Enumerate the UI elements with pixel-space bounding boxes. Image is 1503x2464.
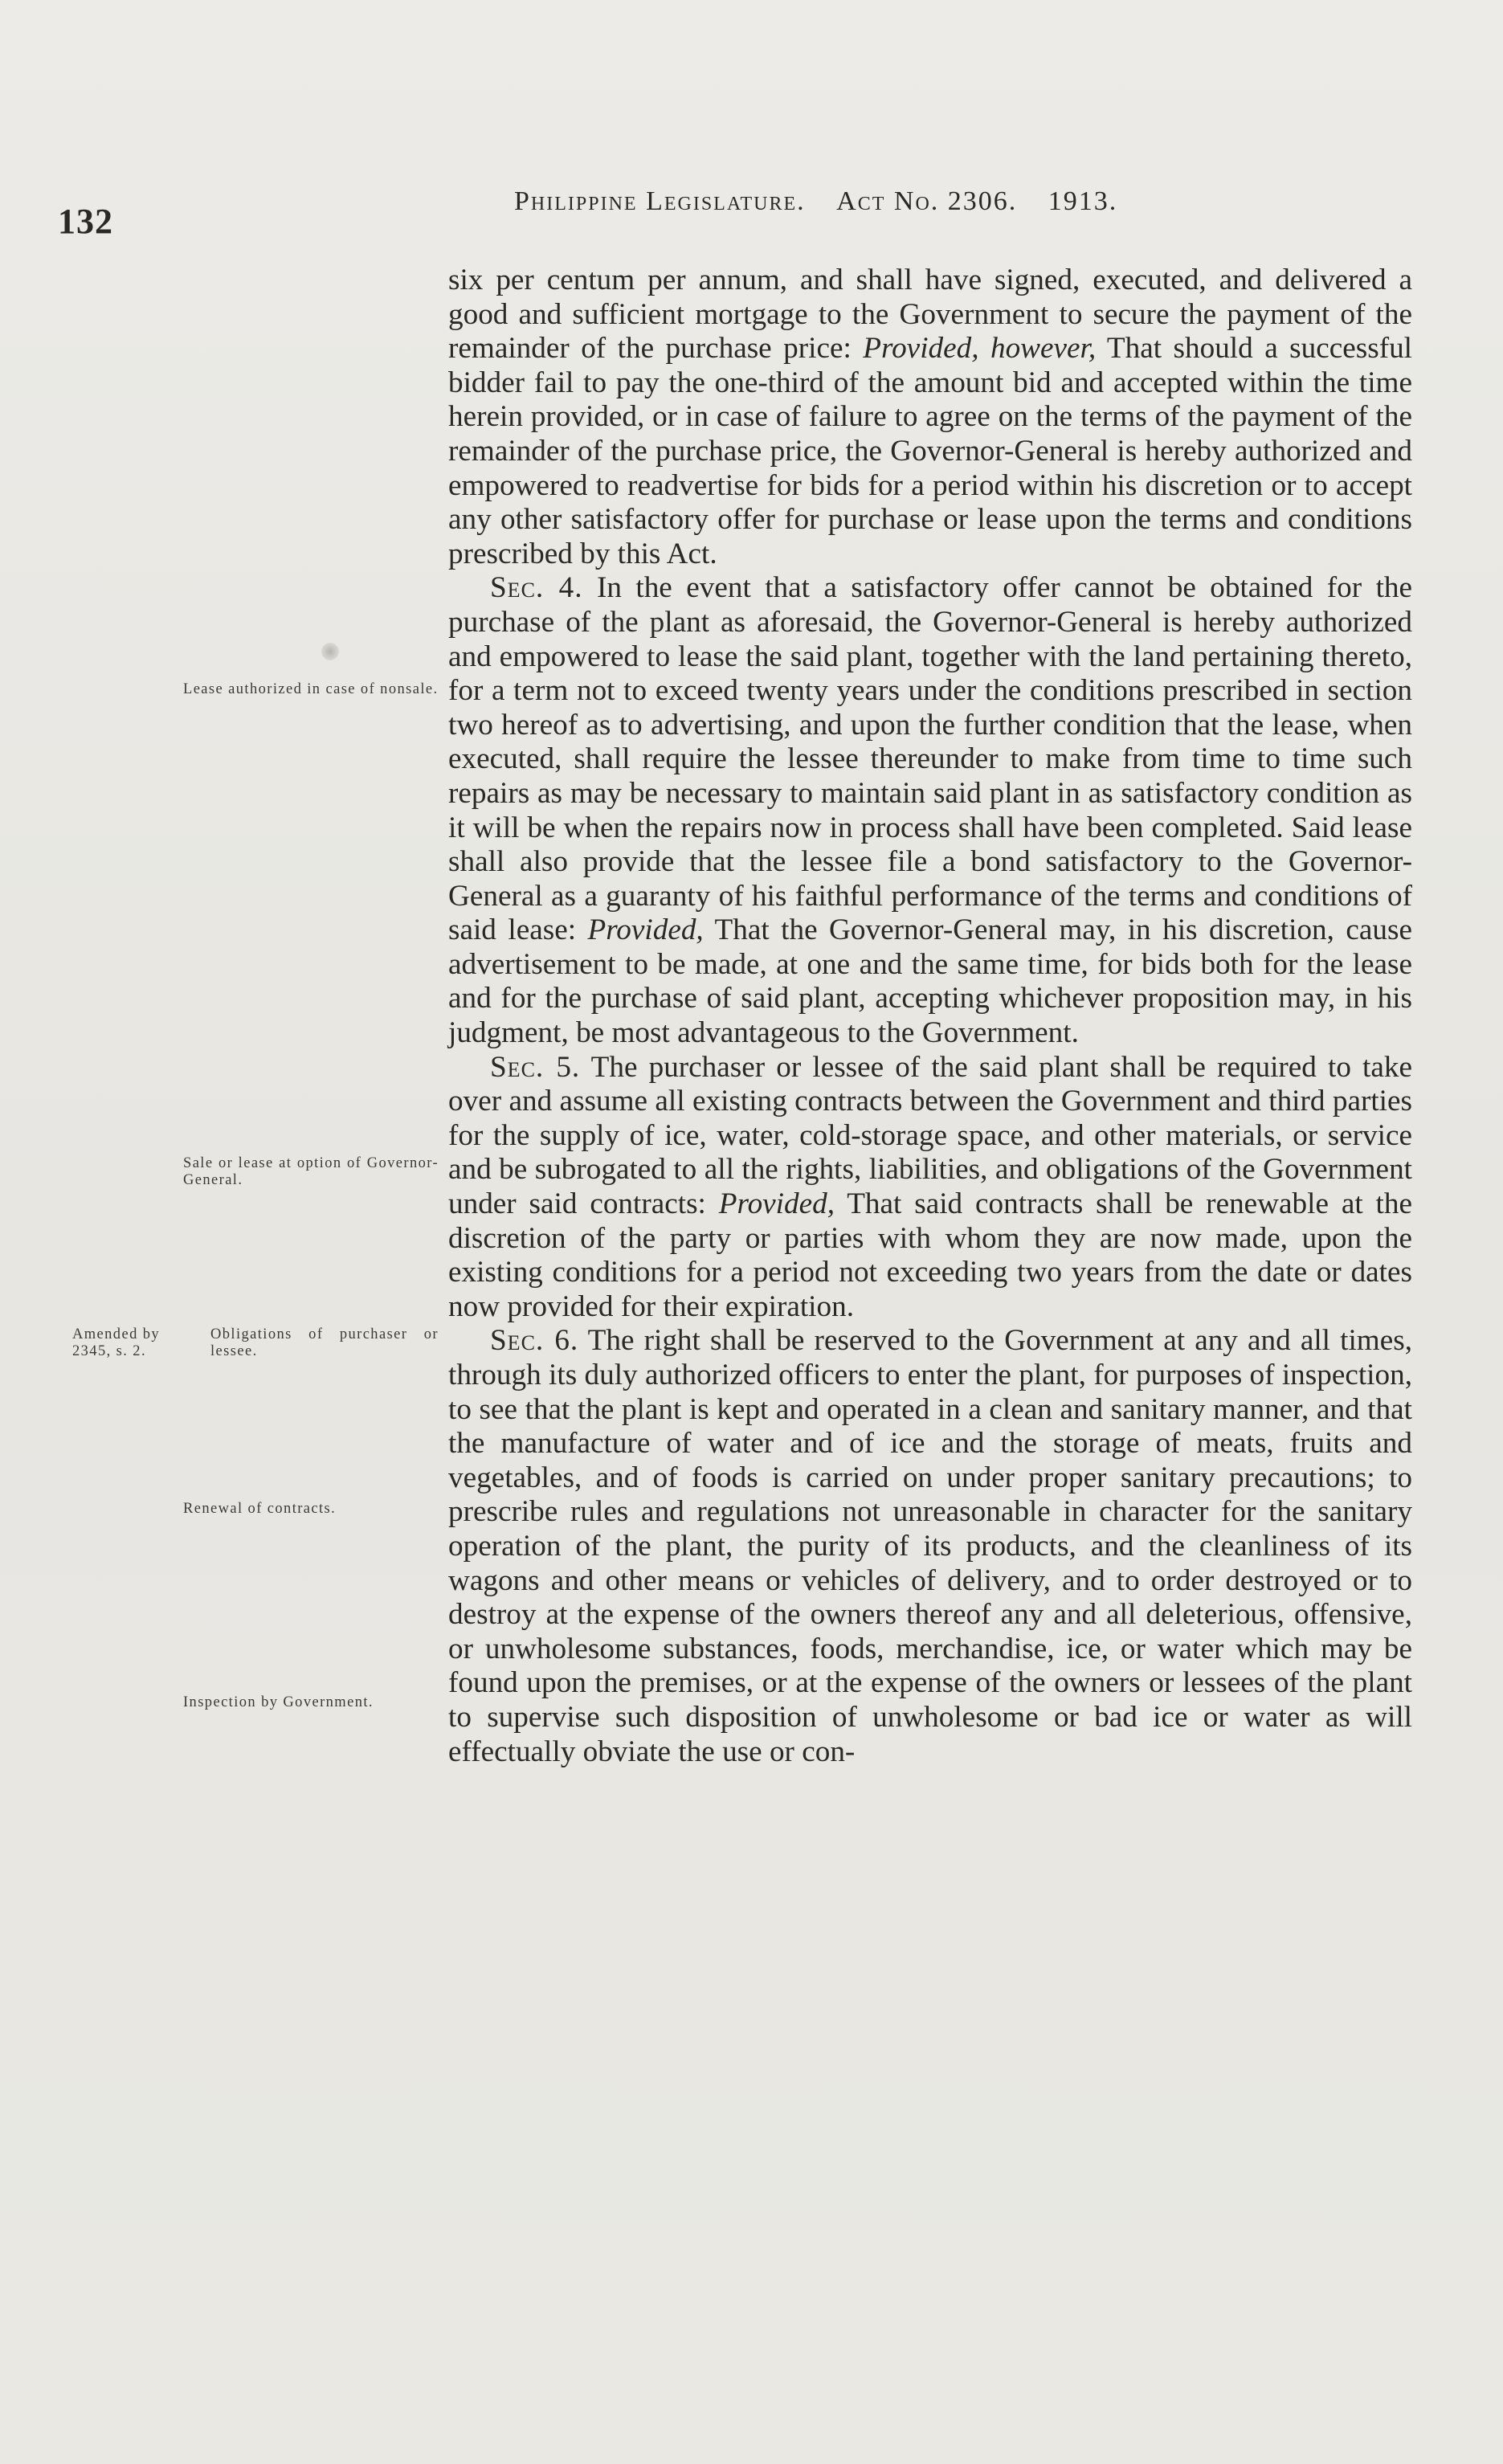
paragraph-text: The purchaser or lessee of the said plant shall be required to take over and assume all existing contracts between the Government and third parties for the supply of ice, water, cold-storage space, and other materials, or service and be subrogated to all the rights, liabilities, and obligations of the Government under said contracts: <box>448 1050 1412 1221</box>
body-text <box>448 264 1412 1769</box>
running-head-act: Act No. 2306. <box>836 186 1018 216</box>
section-4 <box>448 571 1412 1050</box>
paragraph-text: That said contracts shall be renewable at the discretion of the party or parties with whom they are now made, upon the existing conditions for a period not exceeding two years from the date or dates now provided for their expiration. <box>448 1187 1412 1323</box>
paragraph-continuation <box>448 264 1412 571</box>
section-label: Sec. 4. <box>490 571 583 605</box>
paragraph-text: In the event that a satisfactory offer cannot be obtained for the purchase of the plant as aforesaid, the Governor-General is hereby authorized and empowered to lease the said plant, together with the land pertaining thereto, for a term not to exceed twenty years under the conditions prescribed in section two hereof as to advertising, and upon the further condition that the lease, when executed, shall require the lessee thereunder to make from time to time such repairs as may be necessary to maintain said plant in as satisfactory condition as it will be when the repairs now in process shall have been completed. Said lease shall also provide that the lessee file a bond satisfactory to the Governor-General as a guaranty of his faithful performance of the terms and conditions of said lease: <box>448 571 1413 947</box>
proviso-italic: Provided, <box>587 913 704 947</box>
margin-note-sale-option: Sale or lease at option of Governor-General. <box>183 1155 439 1188</box>
proviso-italic: Provided, however, <box>863 332 1097 366</box>
section-label: Sec. 5. <box>490 1050 581 1084</box>
margin-note-amended: Amended by 2345, s. 2. <box>72 1326 161 1359</box>
margin-note-renewal: Renewal of contracts. <box>183 1501 337 1517</box>
section-label: Sec. 6. <box>490 1324 579 1358</box>
page-number: 132 <box>58 202 113 241</box>
paragraph-text: six per centum per annum, and shall have signed, executed, and delivered a good and sufficient mortgage to the Government to secure the payment of the remainder of the purchase price: <box>448 264 1412 366</box>
section-5 <box>448 1051 1412 1325</box>
paragraph-text: The right shall be reserved to the Government at any and all times, through its duly authorized officers to enter the plant, for purposes of inspection, to see that the plant is kept and operated in a clean and sanitary manner, and that the manufacture of water and of ice and the storage of meats, fruits and vegetables, and of foods is carried on under proper sanitary precautions; to prescribe rules and regulations not unreasonable in character for the sanitary operation of the plant, the purity of its products, and the cleanliness of its wagons and other means or vehicles of delivery, and to order destroyed or to destroy at the expense of the owners thereof any and all deleterious, offensive, or unwholesome substances, foods, merchandise, ice, or water which may be found upon the premises, or at the expense of the owners or lessees of the plant to supervise such disposition of unwholesome or bad ice or water as will effectually obviate the use or con- <box>448 1324 1412 1768</box>
running-head-title: Philippine Legislature. <box>514 186 806 216</box>
margin-note-obligations: Obligations of purchaser or lessee. <box>210 1326 439 1359</box>
ink-smudge <box>321 643 339 660</box>
margin-note-lease-nonsale: Lease authorized in case of nonsale. <box>183 681 439 697</box>
section-6 <box>448 1324 1412 1769</box>
paragraph-text: That should a successful bidder fail to pay the one-third of the amount bid and accepted within the time herein provided, or in case of failure to agree on the terms of the payment of the remainder of the purchase price, the Governor-General is hereby authorized and empowered to readvertise for bids for a period within his discretion or to accept any other satisfactory offer for purchase or lease upon the terms and conditions prescribed by this Act. <box>448 332 1412 570</box>
running-head <box>514 186 1398 217</box>
margin-note-inspection: Inspection by Government. <box>183 1694 374 1710</box>
running-head-year: 1913. <box>1048 186 1118 216</box>
proviso-italic: Provided, <box>718 1187 835 1221</box>
paragraph-text: That the Governor-General may, in his discretion, cause advertisement to be made, at one and the same time, for bids both for the lease and for the purchase of said plant, accepting whichever proposition may, in his judgment, be most advantageous to the Government. <box>448 913 1412 1050</box>
